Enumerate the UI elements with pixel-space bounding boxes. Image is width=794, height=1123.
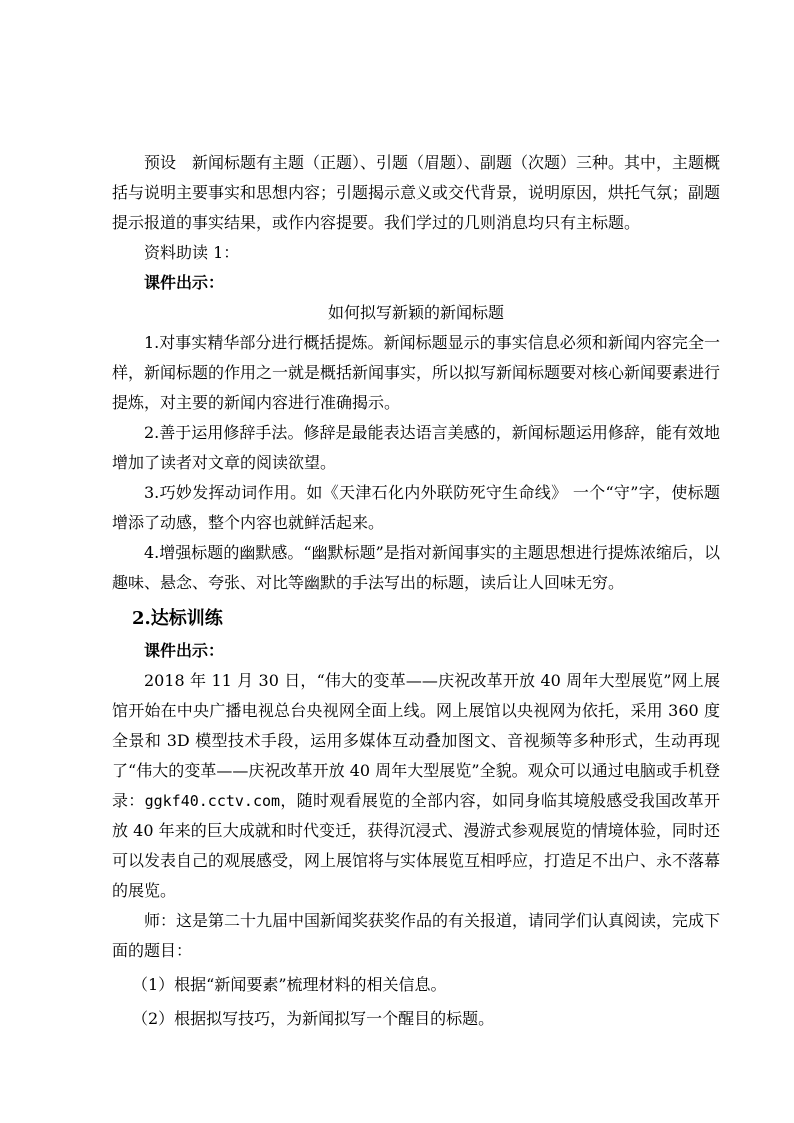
question-2: （2）根据拟写技巧，为新闻拟写一个醒目的标题。 [132, 1009, 495, 1028]
tip-4: 4.增强标题的幽默感。“幽默标题”是指对新闻事实的主题思想进行提炼浓缩后，以趣味、悬念、夸张、对比等幽默的手法写出的标题，读后让人回味无穷。 [112, 543, 720, 592]
section-title: 如何拟写新颖的新闻标题 [327, 303, 504, 322]
news-paragraph [112, 666, 720, 906]
question-1: （1）根据“新闻要素”梳理材料的相关信息。 [132, 975, 447, 994]
news-text-c: ，随时观看展览的全部内容，如同身临其境般感受我国改革开放 40 年来的巨大成就和时代变迁，获得沉浸式、漫游式参观展览的情境体验，同时还可以发表自己的观展感受，网上展馆将与实体展览互相呼应，打造足不出户、永不落幕的展览。 [112, 791, 721, 900]
document-body [112, 148, 720, 1034]
news-url: ggkf40.cctv.com [144, 792, 281, 810]
tip-1: 1.对事实精华部分进行概括提炼。新闻标题显示的事实信息必须和新闻内容完全一样，新闻标题的作用之一就是概括新闻事实，所以拟写新闻标题要对核心新闻要素进行提炼，对主要的新闻内容进行准确揭示。 [112, 333, 721, 412]
courseware-label: 课件出示： [144, 273, 225, 292]
teacher-instruction: 师：这是第二十九届中国新闻奖获奖作品的有关报道，请同学们认真阅读，完成下面的题目： [112, 911, 721, 960]
news-text-a: 2018 年 11 月 30 日，“伟大的变革——庆祝改革开放 40 周年大型展览”网上展馆开始在中央广播电视总台央视网全面上线。网上展馆以央视网为依托，采用 360 度全景和 3D 模型技术手段，运用多媒体互动叠加图文、音视频等多种形式，生动再现了“伟大的变革——庆祝改革开放 40 周年大型展览”全貌。观众可以通过电脑或手机登录： [112, 671, 720, 810]
tip-2: 2.善于运用修辞手法。修辞是最能表达语言美感的，新闻标题运用修辞，能有效地增加了读者对文章的阅读欲望。 [112, 423, 720, 472]
material-label: 资料助读 1： [144, 243, 240, 262]
tip-3: 3.巧妙发挥动词作用。如《天津石化内外联防死守生命线》 一个“守”字，使标题增添了动感，整个内容也就鲜活起来。 [112, 483, 720, 532]
courseware-label-2: 课件出示： [144, 641, 225, 660]
training-heading: 2.达标训练 [132, 608, 223, 629]
preset-paragraph: 预设 新闻标题有主题（正题）、引题（眉题）、副题（次题）三种。其中，主题概括与说明主要事实和思想内容；引题揭示意义或交代背景，说明原因，烘托气氛；副题提示报道的事实结果，或作内容提要。我们学过的几则消息均只有主标题。 [112, 153, 721, 232]
